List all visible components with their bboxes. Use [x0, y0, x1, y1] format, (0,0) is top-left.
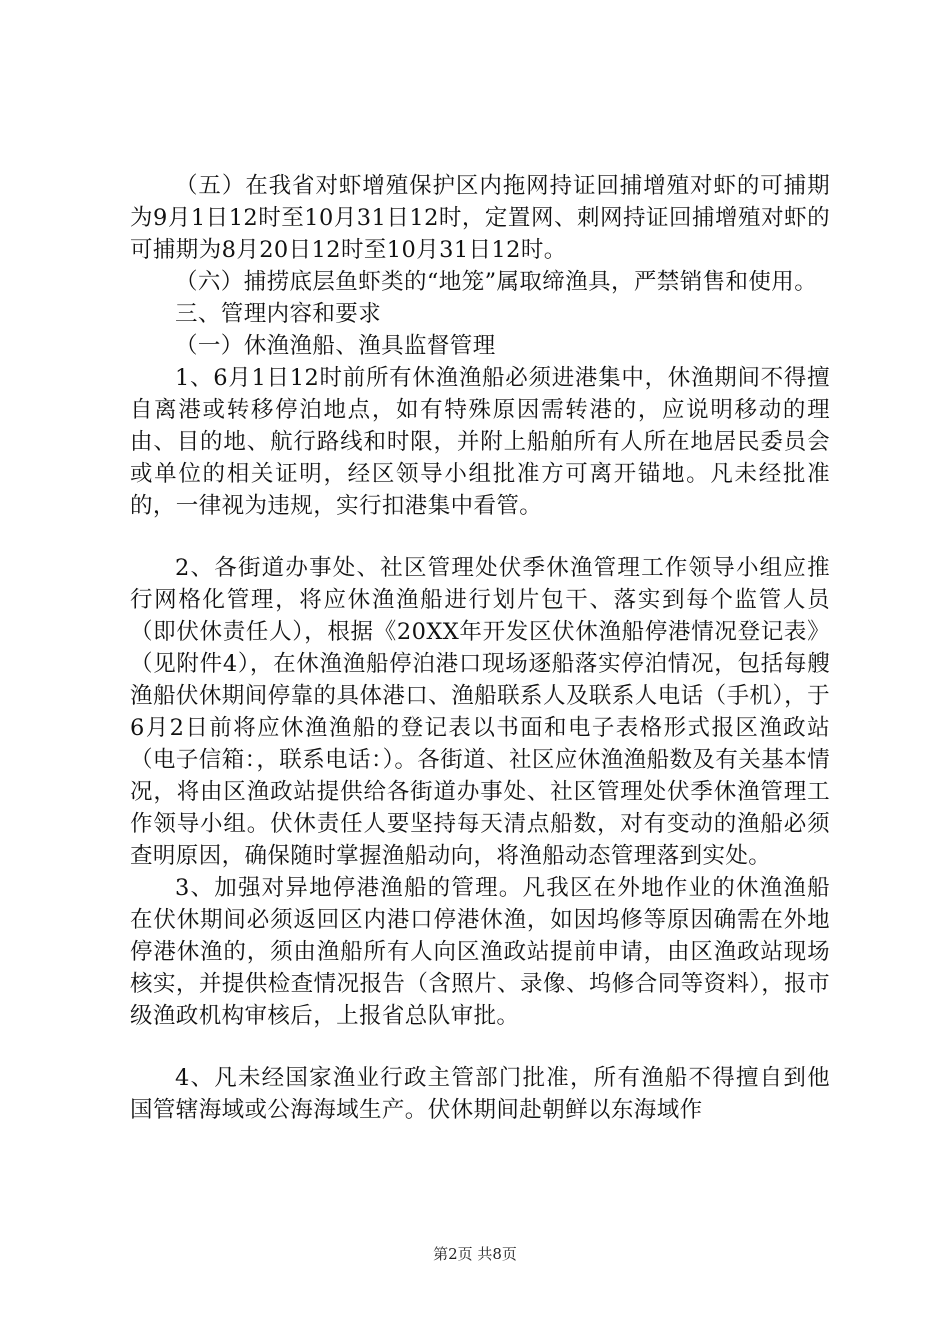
- subsection-heading: （一）休渔渔船、渔具监督管理: [175, 333, 496, 359]
- page-footer: 第2页 共8页: [433, 1245, 517, 1263]
- paragraph-rule-1: 1、6月1日12时前所有休渔渔船必须进港集中，休渔期间不得擅自离港或转移停泊地点，如有特殊原因需转港的，应说明移动的理由、目的地、航行路线和时限，并附上船舶所有人所在地居民委员会或单位的相关证明，经区领导小组批准方可离开锚地。凡未经批准的，一律视为违规，实行扣港集中看管。: [130, 365, 830, 519]
- paragraph-item-5: （五）在我省对虾增殖保护区内拖网持证回捕增殖对虾的可捕期为9月1日12时至10月31日12时，定置网、刺网持证回捕增殖对虾的可捕期为8月20日12时至10月31日12时。: [130, 173, 830, 263]
- paragraph-rule-3: 3、加强对异地停港渔船的管理。凡我区在外地作业的休渔渔船在伏休期间必须返回区内港口停港休渔，如因坞修等原因确需在外地停港休渔的，须由渔船所有人向区渔政站提前申请，由区渔政站现场核实，并提供检查情况报告（含照片、录像、坞修合同等资料），报市级渔政机构审核后，上报省总队审批。: [130, 875, 830, 1029]
- paragraph-item-6: （六）捕捞底层鱼虾类的“地笼”属取缔渔具，严禁销售和使用。: [175, 269, 818, 295]
- paragraph-rule-2: 2、各街道办事处、社区管理处伏季休渔管理工作领导小组应推行网格化管理，将应休渔渔船进行划片包干、落实到每个监管人员（即伏休责任人），根据《20XX年开发区伏休渔船停港情况登记表》（见附件4），在休渔渔船停泊港口现场逐船落实停泊情况，包括每艘渔船伏休期间停靠的具体港口、渔船联系人及联系人电话（手机），于6月2日前将应休渔渔船的登记表以书面和电子表格形式报区渔政站（电子信箱：，联系电话：）。各街道、社区应休渔渔船数及有关基本情况，将由区渔政站提供给各街道办事处、社区管理处伏季休渔管理工作领导小组。伏休责任人要坚持每天清点船数，对有变动的渔船必须查明原因，确保随时掌握渔船动向，将渔船动态管理落到实处。: [130, 555, 830, 869]
- paragraph-rule-4: 4、凡未经国家渔业行政主管部门批准，所有渔船不得擅自到他国管辖海域或公海海域生产。伏休期间赴朝鲜以东海域作: [130, 1065, 830, 1123]
- section-heading: 三、管理内容和要求: [175, 301, 382, 327]
- document-body: [130, 170, 830, 1126]
